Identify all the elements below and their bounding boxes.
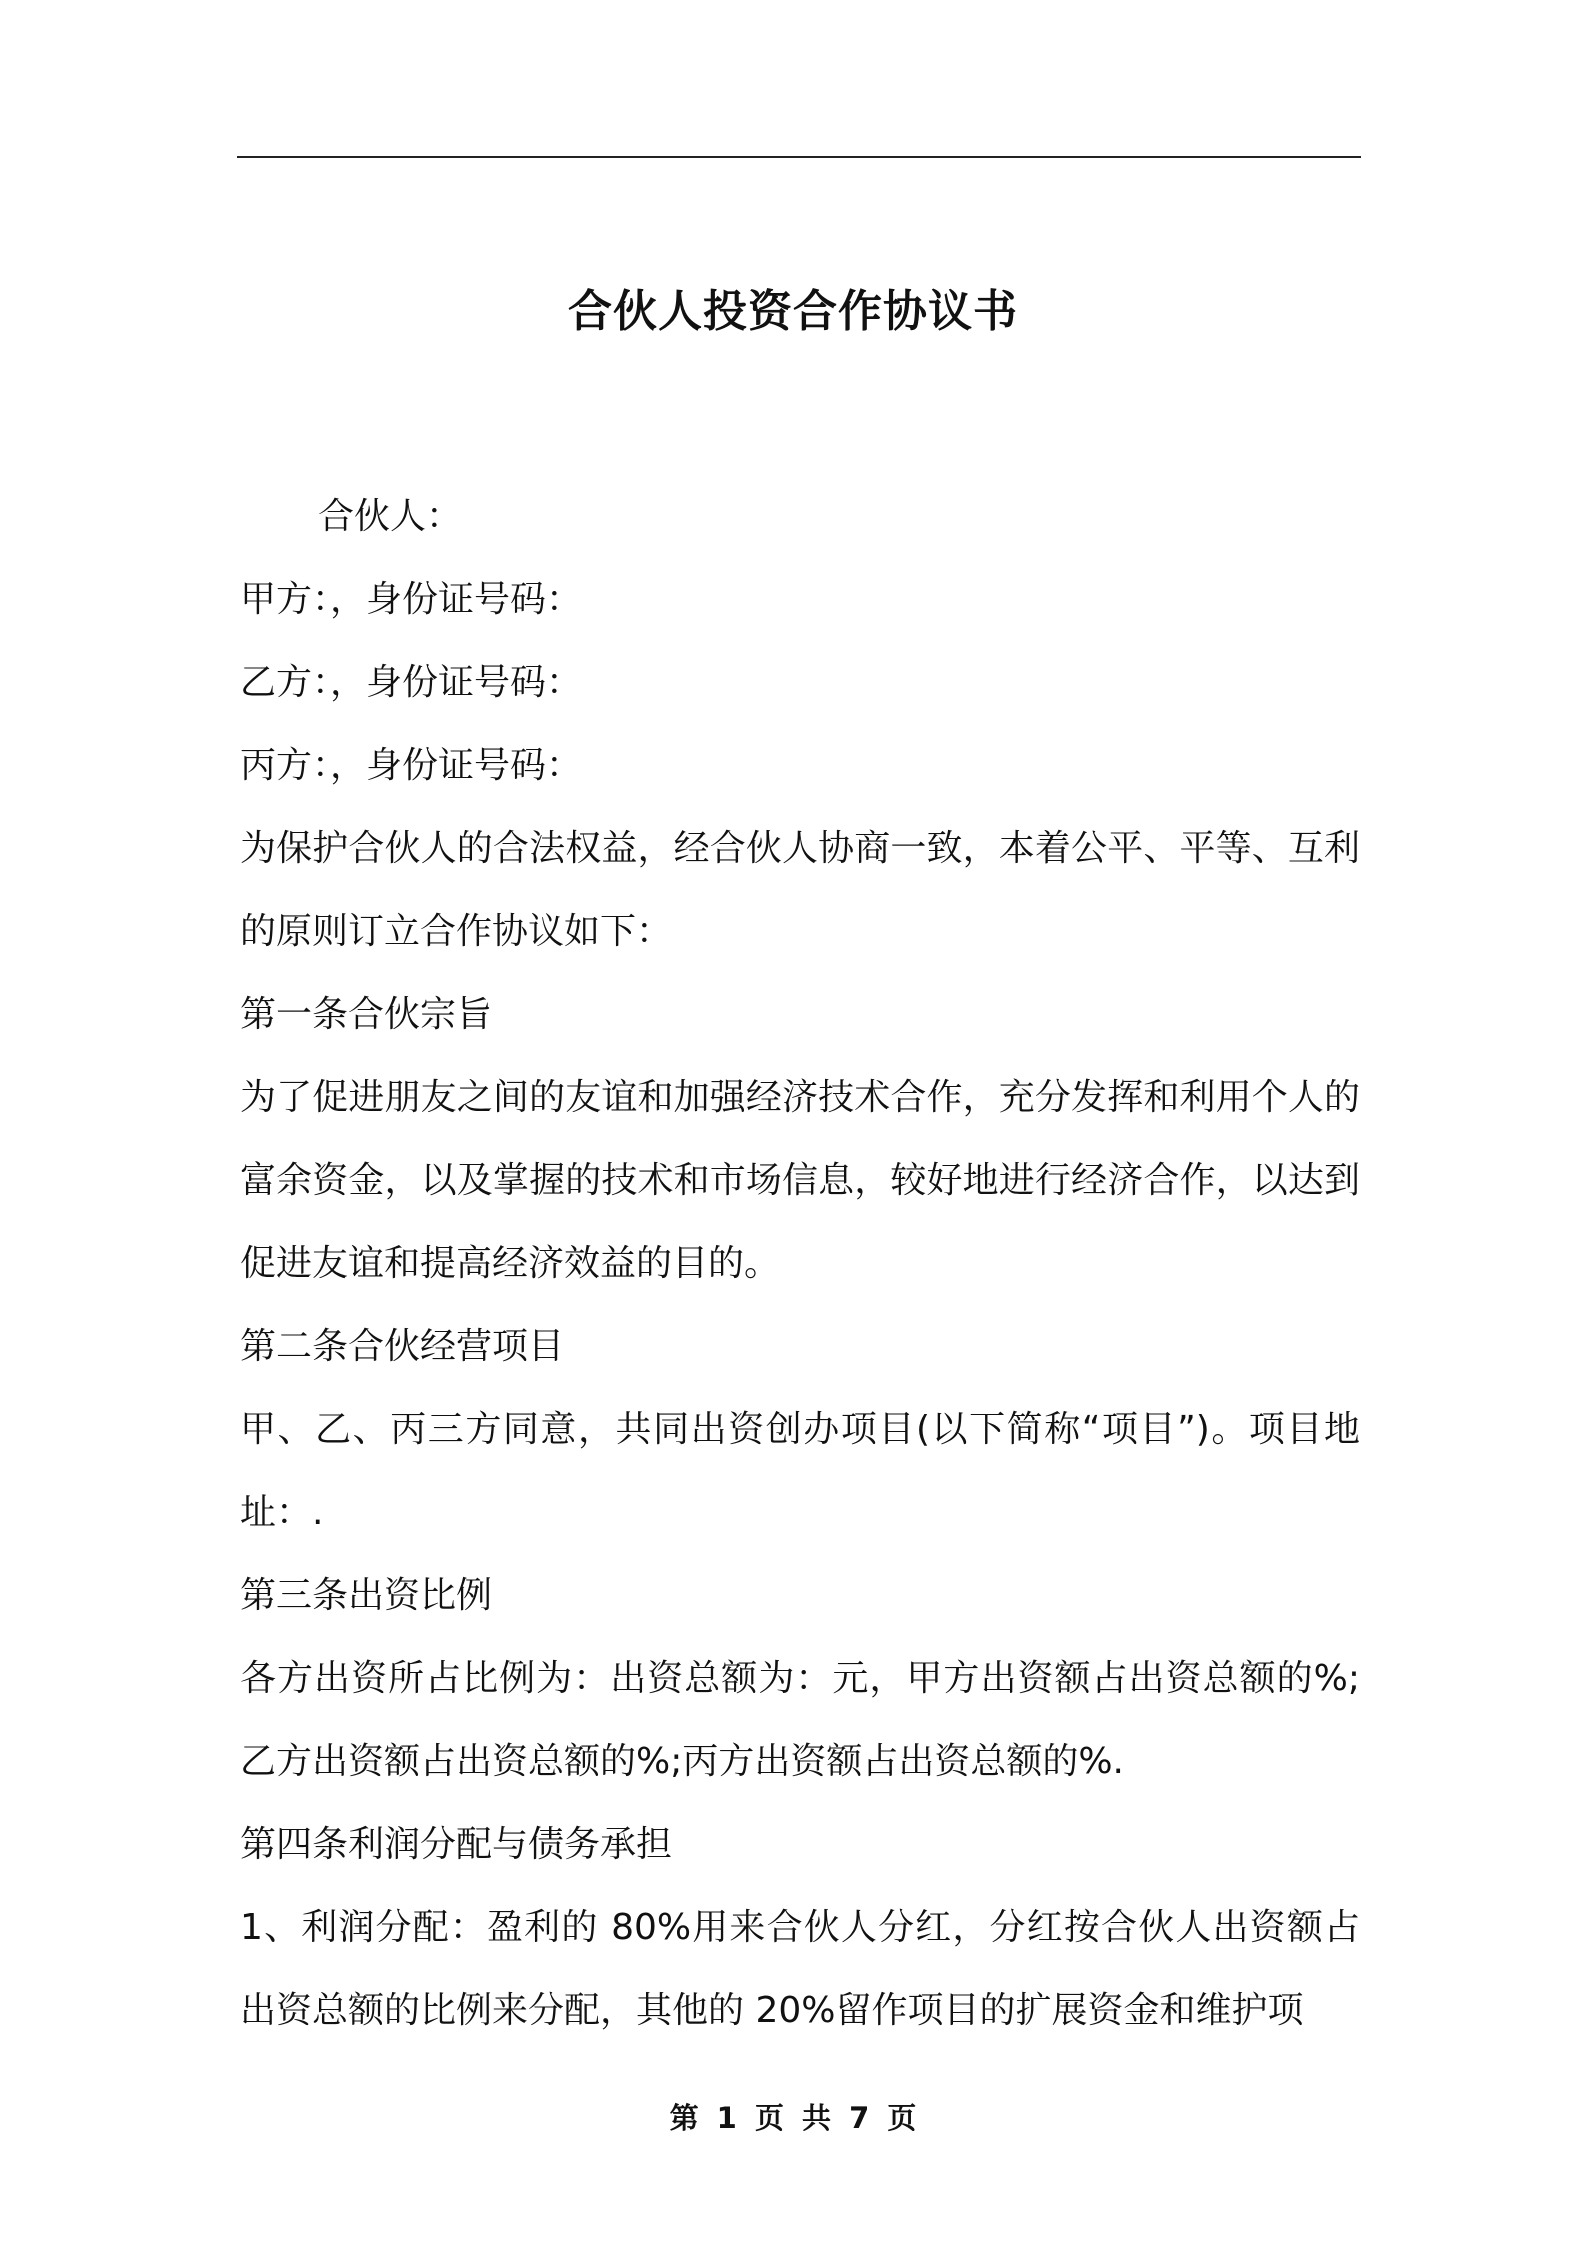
- article-3-body: 各方出资所占比例为：出资总额为：元，甲方出资额占出资总额的%;乙方出资额占出资总额的%;丙方出资额占出资总额的%.: [240, 1658, 1360, 1782]
- header-rule: [237, 156, 1361, 158]
- party-a-line: 甲方：，身份证号码：: [240, 579, 583, 620]
- article-1-heading: 第一条合伙宗旨: [240, 994, 493, 1035]
- article-2-heading: 第二条合伙经营项目: [240, 1326, 565, 1367]
- page-footer: 第 1 页 共 7 页: [669, 2101, 917, 2135]
- article-4-item-1: 1、利润分配：盈利的 80%用来合伙人分红，分红按合伙人出资额占出资总额的比例来分配，其他的 20%留作项目的扩展资金和维护项: [240, 1907, 1360, 2031]
- party-b-line: 乙方：，身份证号码：: [240, 662, 583, 703]
- article-4-heading: 第四条利润分配与债务承担: [240, 1824, 673, 1865]
- document-title: 合伙人投资合作协议书: [568, 286, 1018, 337]
- party-c-line: 丙方：，身份证号码：: [240, 745, 583, 786]
- article-2-body: 甲、乙、丙三方同意，共同出资创办项目(以下简称“项目”)。项目地址：.: [240, 1409, 1360, 1533]
- preamble-paragraph: 为保护合伙人的合法权益，经合伙人协商一致，本着公平、平等、互利的原则订立合作协议如下：: [240, 828, 1360, 952]
- partners-heading: 合伙人：: [318, 496, 463, 537]
- document-body: [240, 475, 1360, 2052]
- article-1-body: 为了促进朋友之间的友谊和加强经济技术合作，充分发挥和利用个人的富余资金，以及掌握的技术和市场信息，较好地进行经济合作，以达到促进友谊和提高经济效益的目的。: [240, 1077, 1360, 1284]
- article-3-heading: 第三条出资比例: [240, 1575, 493, 1616]
